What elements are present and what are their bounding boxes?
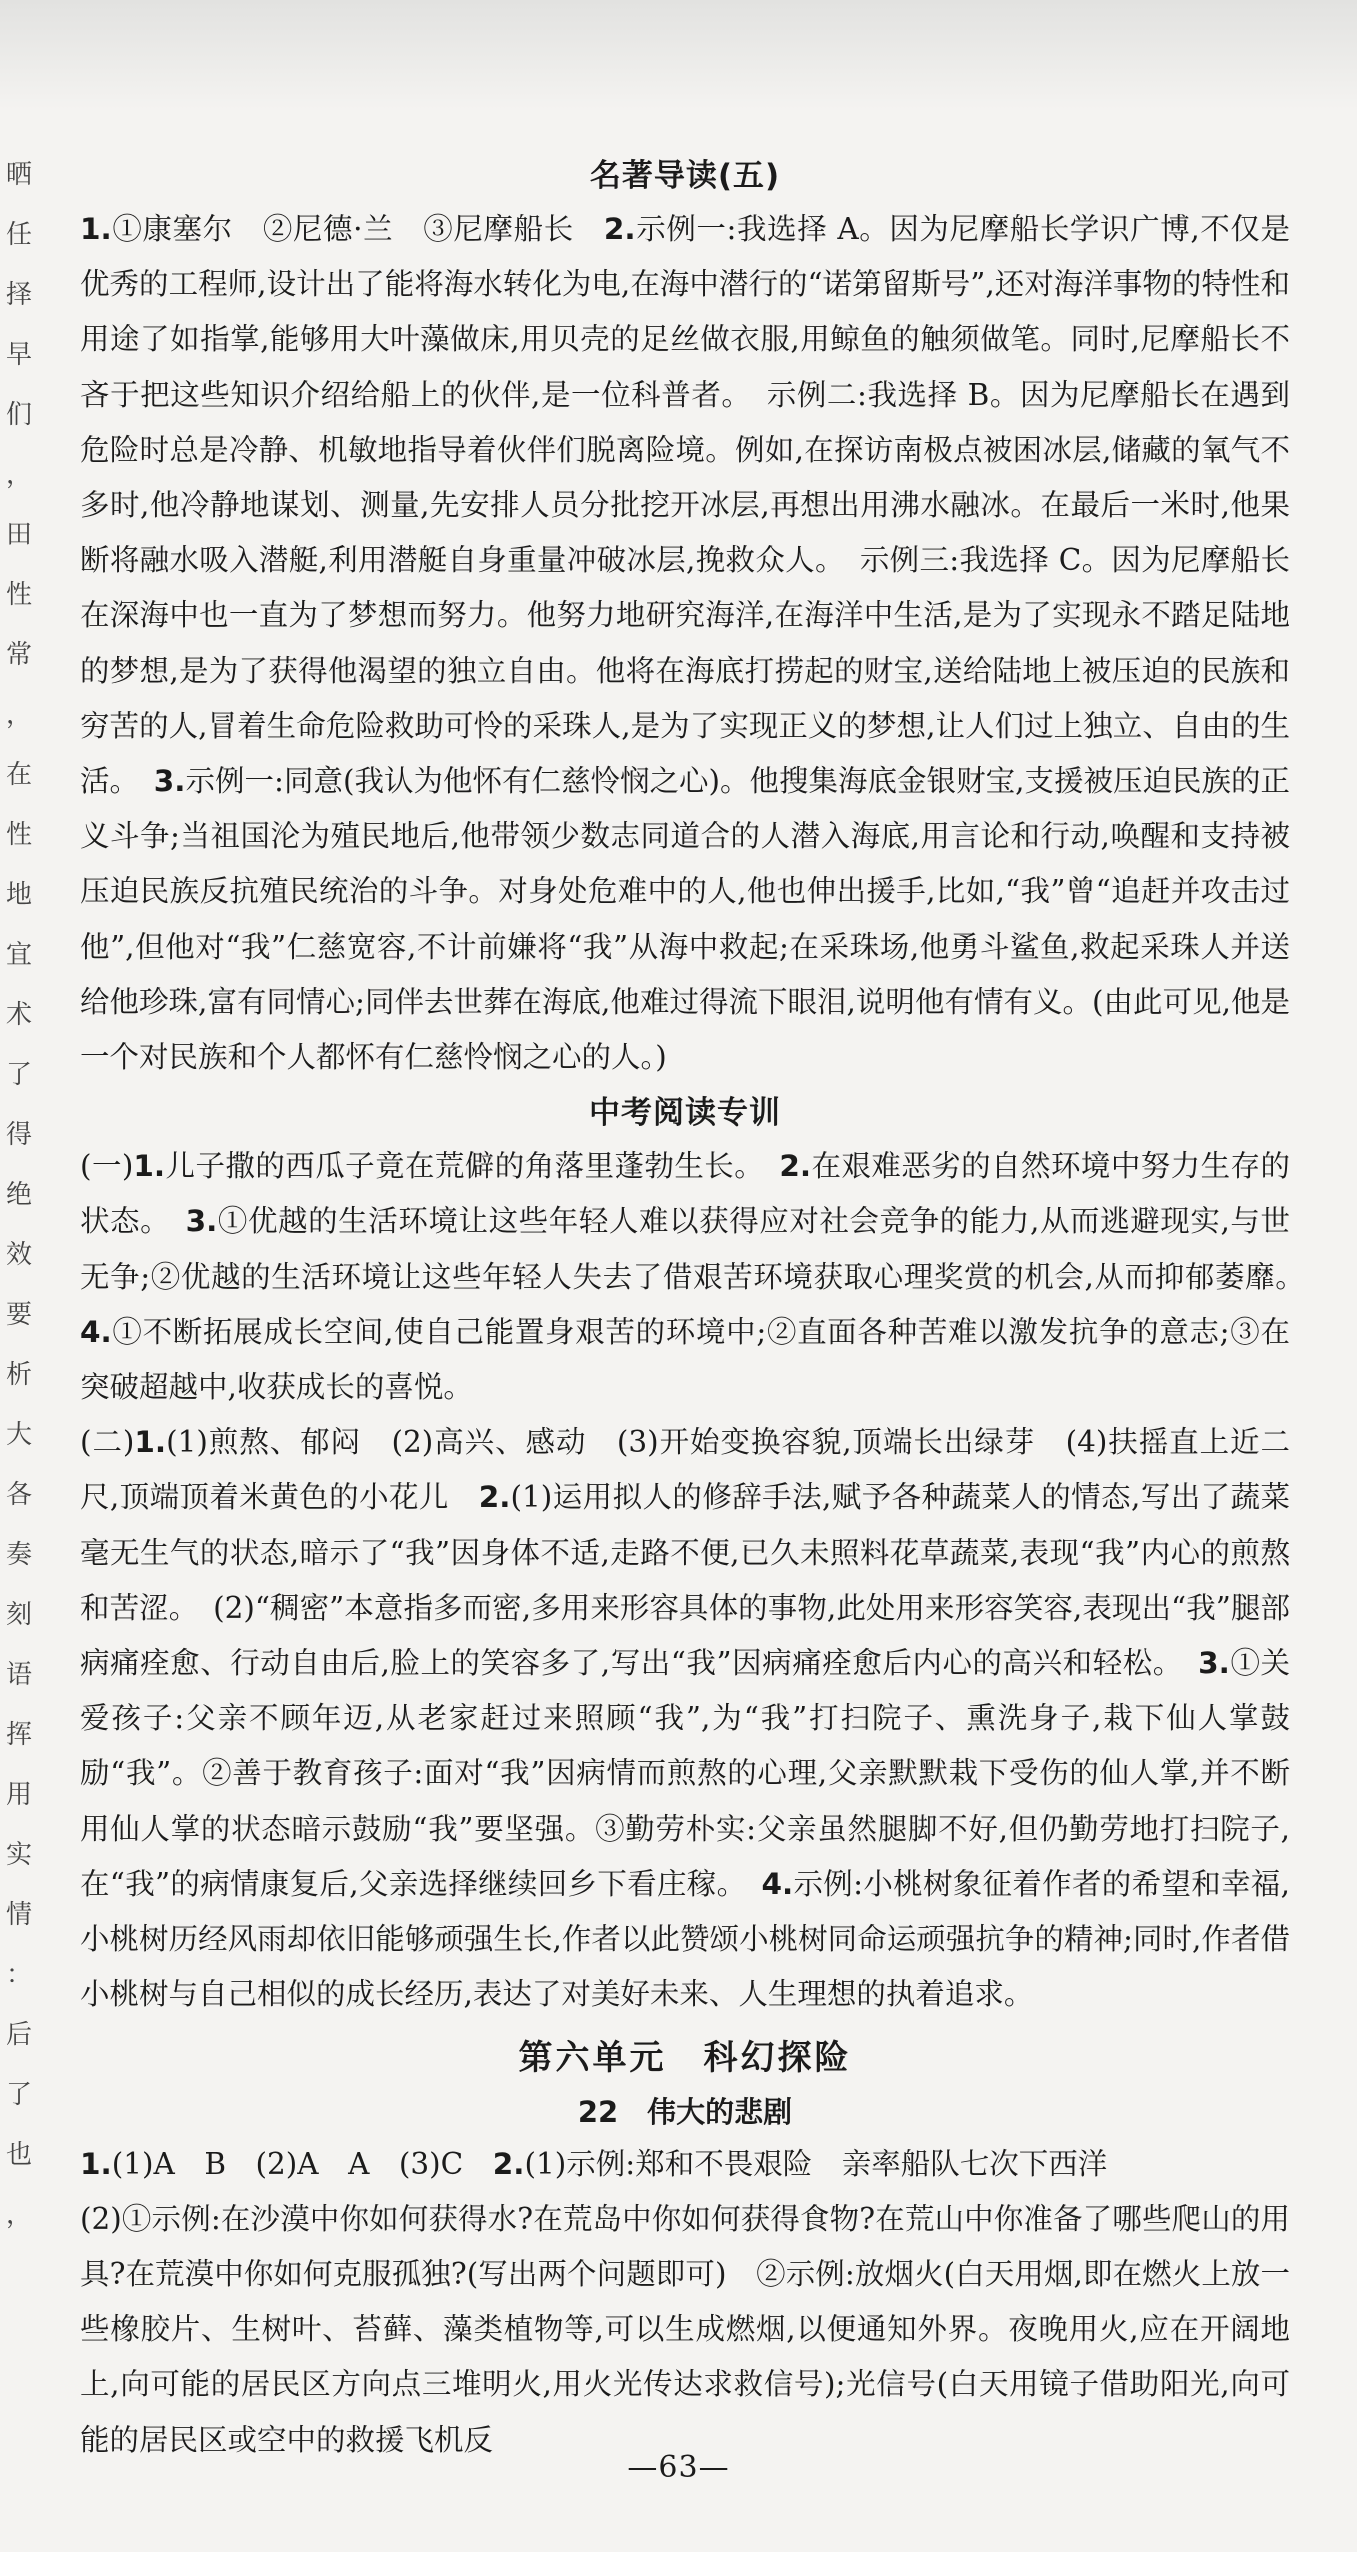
- margin-fragment: 了: [6, 1060, 33, 1090]
- margin-fragment: 也: [6, 2140, 33, 2170]
- margin-fragment: 刻: [6, 1600, 33, 1630]
- top-shadow: [0, 0, 1357, 110]
- question-number: 4.: [80, 1314, 112, 1349]
- margin-fragment: 绝: [6, 1180, 33, 1210]
- margin-fragment: 晒: [6, 160, 33, 190]
- margin-fragment: 早: [6, 340, 33, 370]
- margin-fragment: 宜: [6, 940, 33, 970]
- question-number: 4.: [761, 1866, 794, 1901]
- answer-text: ①关爱孩子:父亲不顾年迈,从老家赶过来照顾“我”,为“我”打扫院子、熏洗身子,栽下仙人掌鼓励“我”。②善于教育孩子:面对“我”因病情而煎熬的心理,父亲默默栽下受伤的仙人掌,并不断用仙人掌的状态暗示鼓励“我”要坚强。③勤劳朴实:父亲虽然腿脚不好,但仍勤劳地打扫院子,在“我”的病情康复后,父亲选择继续回乡下看庄稼。: [80, 1646, 1290, 1901]
- lesson-title: 22 伟大的悲剧: [577, 2094, 793, 2129]
- answer-paragraph: [80, 1139, 1320, 1415]
- margin-fragment: 任: [6, 220, 33, 250]
- margin-fragment: 各: [6, 1480, 33, 1510]
- margin-fragment: 得: [6, 1120, 33, 1150]
- margin-fragment: 情: [6, 1900, 33, 1930]
- question-number: 1.: [134, 1425, 167, 1460]
- margin-fragment: 挥: [6, 1720, 33, 1750]
- margin-fragment: ，: [6, 460, 33, 490]
- answer-text: 示例一:我选择 A。因为尼摩船长学识广博,不仅是优秀的工程师,设计出了能将海水转化为电,在海中潜行的“诺第留斯号”,还对海洋事物的特性和用途了如指掌,能够用大叶藻做床,用贝壳的足丝做衣服,用鲸鱼的触须做笔。同时,尼摩船长不吝于把这些知识介绍给船上的伙伴,是一位科普者。 示例二:我选择 B。因为尼摩船长在遇到危险时总是冷静、机敏地指导着伙伴们脱离险境。例如,在探访南极点被困冰层,储藏的氧气不多时,他冷静地谋划、测量,先安排人员分批挖开冰层,再想出用沸水融冰。在最后一米时,他果断将融水吸入潜艇,利用潜艇自身重量冲破冰层,挽救众人。 示例三:我选择 C。因为尼摩船长在深海中也一直为了梦想而努力。他努力地研究海洋,在海洋中生活,是为了实现永不踏足陆地的梦想,是为了获得他渴望的独立自由。他将在海底打捞起的财宝,送给陆地上被压迫的民族和穷苦的人,冒着生命危险救助可怜的采珠人,是为了实现正义的梦想,让人们过上独立、自由的生活。: [80, 212, 1290, 799]
- answer-text: 示例一:同意(我认为他怀有仁慈怜悯之心)。他搜集海底金银财宝,支援被压迫民族的正义斗争;当祖国沦为殖民地后,他带领少数志同道合的人潜入海底,用言论和行动,唤醒和支持被压迫民族反抗殖民统治的斗争。对身处危难中的人,他也伸出援手,比如,“我”曾“追赶并攻击过他”,但他对“我”仁慈宽容,不计前嫌将“我”从海中救起;在采珠场,他勇斗鲨鱼,救起采珠人并送给他珍珠,富有同情心;同伴去世葬在海底,他难过得流下眼泪,说明他有情有义。(由此可见,他是一个对民族和个人都怀有仁慈怜悯之心的人。): [80, 764, 1290, 1075]
- answer-text: (1)A B (2)A A (3)C: [111, 2146, 493, 2181]
- question-number: 3.: [185, 1204, 218, 1239]
- answer-page: [80, 150, 1320, 2468]
- margin-fragment: 常: [6, 640, 33, 670]
- margin-fragment: 性: [6, 820, 33, 850]
- margin-fragment: 在: [6, 760, 33, 790]
- margin-fragment: 奏: [6, 1540, 33, 1570]
- question-number: 2.: [492, 2146, 525, 2181]
- margin-fragment: 语: [6, 1660, 33, 1690]
- answer-text: ①不断拓展成长空间,使自己能置身艰苦的环境中;②直面各种苦难以激发抗争的意志;③在突破超越中,收获成长的喜悦。: [80, 1314, 1290, 1405]
- margin-fragment: 们: [6, 400, 33, 430]
- question-number: 1.: [80, 212, 112, 246]
- margin-fragment: ：: [6, 1960, 33, 1990]
- question-number: 3.: [153, 764, 186, 799]
- answer-text: 示例:小桃树象征着作者的希望和幸福,小桃树历经风雨却依旧能够顽强生长,作者以此赞颂小桃树同命运顽强抗争的精神;同时,作者借小桃树与自己相似的成长经历,表达了对美好未来、人生理想的执着追求。: [80, 1866, 1290, 2012]
- margin-fragment: 性: [6, 580, 33, 610]
- margin-fragment: 效: [6, 1240, 33, 1270]
- margin-fragment: 了: [6, 2080, 33, 2110]
- answer-paragraph: [80, 202, 1290, 1085]
- answer-paragraph: [80, 2137, 1290, 2192]
- margin-fragment: 后: [6, 2020, 33, 2050]
- margin-fragment: 田: [6, 520, 33, 550]
- page-number: —63—: [627, 2450, 730, 2485]
- answer-text: ①康塞尔 ②尼德·兰 ③尼摩船长: [111, 212, 604, 246]
- margin-fragment: 用: [6, 1780, 33, 1810]
- margin-fragment: 要: [6, 1300, 33, 1330]
- answer-text: (1)煎熬、郁闷 (2)高兴、感动 (3)开始变换容貌,顶端长出绿芽 (4)扶摇直上近二尺,顶端顶着米黄色的小花儿: [80, 1425, 1290, 1515]
- margin-fragment: 析: [6, 1360, 33, 1390]
- margin-fragment: 择: [6, 280, 33, 310]
- answer-paragraph: [80, 2192, 1290, 2468]
- section-reading-body: [80, 1139, 1320, 2022]
- question-number: 3.: [1198, 1646, 1230, 1681]
- question-number: 2.: [779, 1149, 812, 1184]
- question-number: 2.: [603, 212, 636, 246]
- margin-fragment: 大: [6, 1420, 33, 1450]
- answer-text: (2)①示例:在沙漠中你如何获得水?在荒岛中你如何获得食物?在荒山中你准备了哪些爬山的用具?在荒漠中你如何克服孤独?(写出两个问题即可) ②示例:放烟火(白天用烟,即在燃火上放一些橡胶片、生树叶、苔藓、藻类植物等,可以生成燃烟,以便通知外界。夜晚用火,应在开阔地上,向可能的居民区方向点三堆明火,用火光传达求救信号);光信号(白天用镜子借助阳光,向可能的居民区或空中的救援飞机反: [80, 2201, 1290, 2457]
- lesson-answers-body: [80, 2137, 1290, 2468]
- unit-title: 第六单元 科幻探险: [518, 2037, 852, 2078]
- answer-text: (1)运用拟人的修辞手法,赋予各种蔬菜人的情态,写出了蔬菜毫无生气的状态,暗示了“我”因身体不适,走路不便,已久未照料花草蔬菜,表现“我”内心的煎熬和苦涩。 (2)“稠密”本意指多而密,多用来形容具体的事物,此处用来形容笑容,表现出“我”腿部病痛痊愈、行动自由后,脸上的笑容多了,写出“我”因病痛痊愈后内心的高兴和轻松。: [80, 1480, 1290, 1681]
- answer-text: 在艰难恶劣的自然环境中努力生存的状态。: [80, 1149, 1290, 1239]
- margin-fragment: ，: [6, 700, 33, 730]
- question-number: 1.: [133, 1149, 166, 1184]
- answer-text: (1)示例:郑和不畏艰险 亲率船队七次下西洋: [524, 2146, 1108, 2181]
- section-classics-body: [80, 202, 1290, 1085]
- question-number: 1.: [80, 2146, 112, 2181]
- answer-text: (一): [80, 1149, 134, 1184]
- question-number: 2.: [478, 1480, 511, 1515]
- margin-fragment: 地: [6, 880, 33, 910]
- answer-paragraph: [80, 1415, 1290, 2022]
- margin-fragment: 术: [6, 1000, 33, 1030]
- section-title-reading: 中考阅读专训: [589, 1095, 781, 1132]
- answer-text: ①优越的生活环境让这些年轻人难以获得应对社会竞争的能力,从而逃避现实,与世无争;②优越的生活环境让这些年轻人失去了借艰苦环境获取心理奖赏的机会,从而抑郁萎靡。: [80, 1204, 1320, 1294]
- answer-text: (二): [80, 1425, 135, 1460]
- section-title-classics: 名著导读(五): [589, 158, 781, 194]
- margin-fragment: ，: [6, 2200, 33, 2230]
- left-margin-bleed-text: [0, 160, 44, 2280]
- margin-fragment: 实: [6, 1840, 33, 1870]
- answer-text: 儿子撒的西瓜子竟在荒僻的角落里蓬勃生长。: [165, 1149, 780, 1184]
